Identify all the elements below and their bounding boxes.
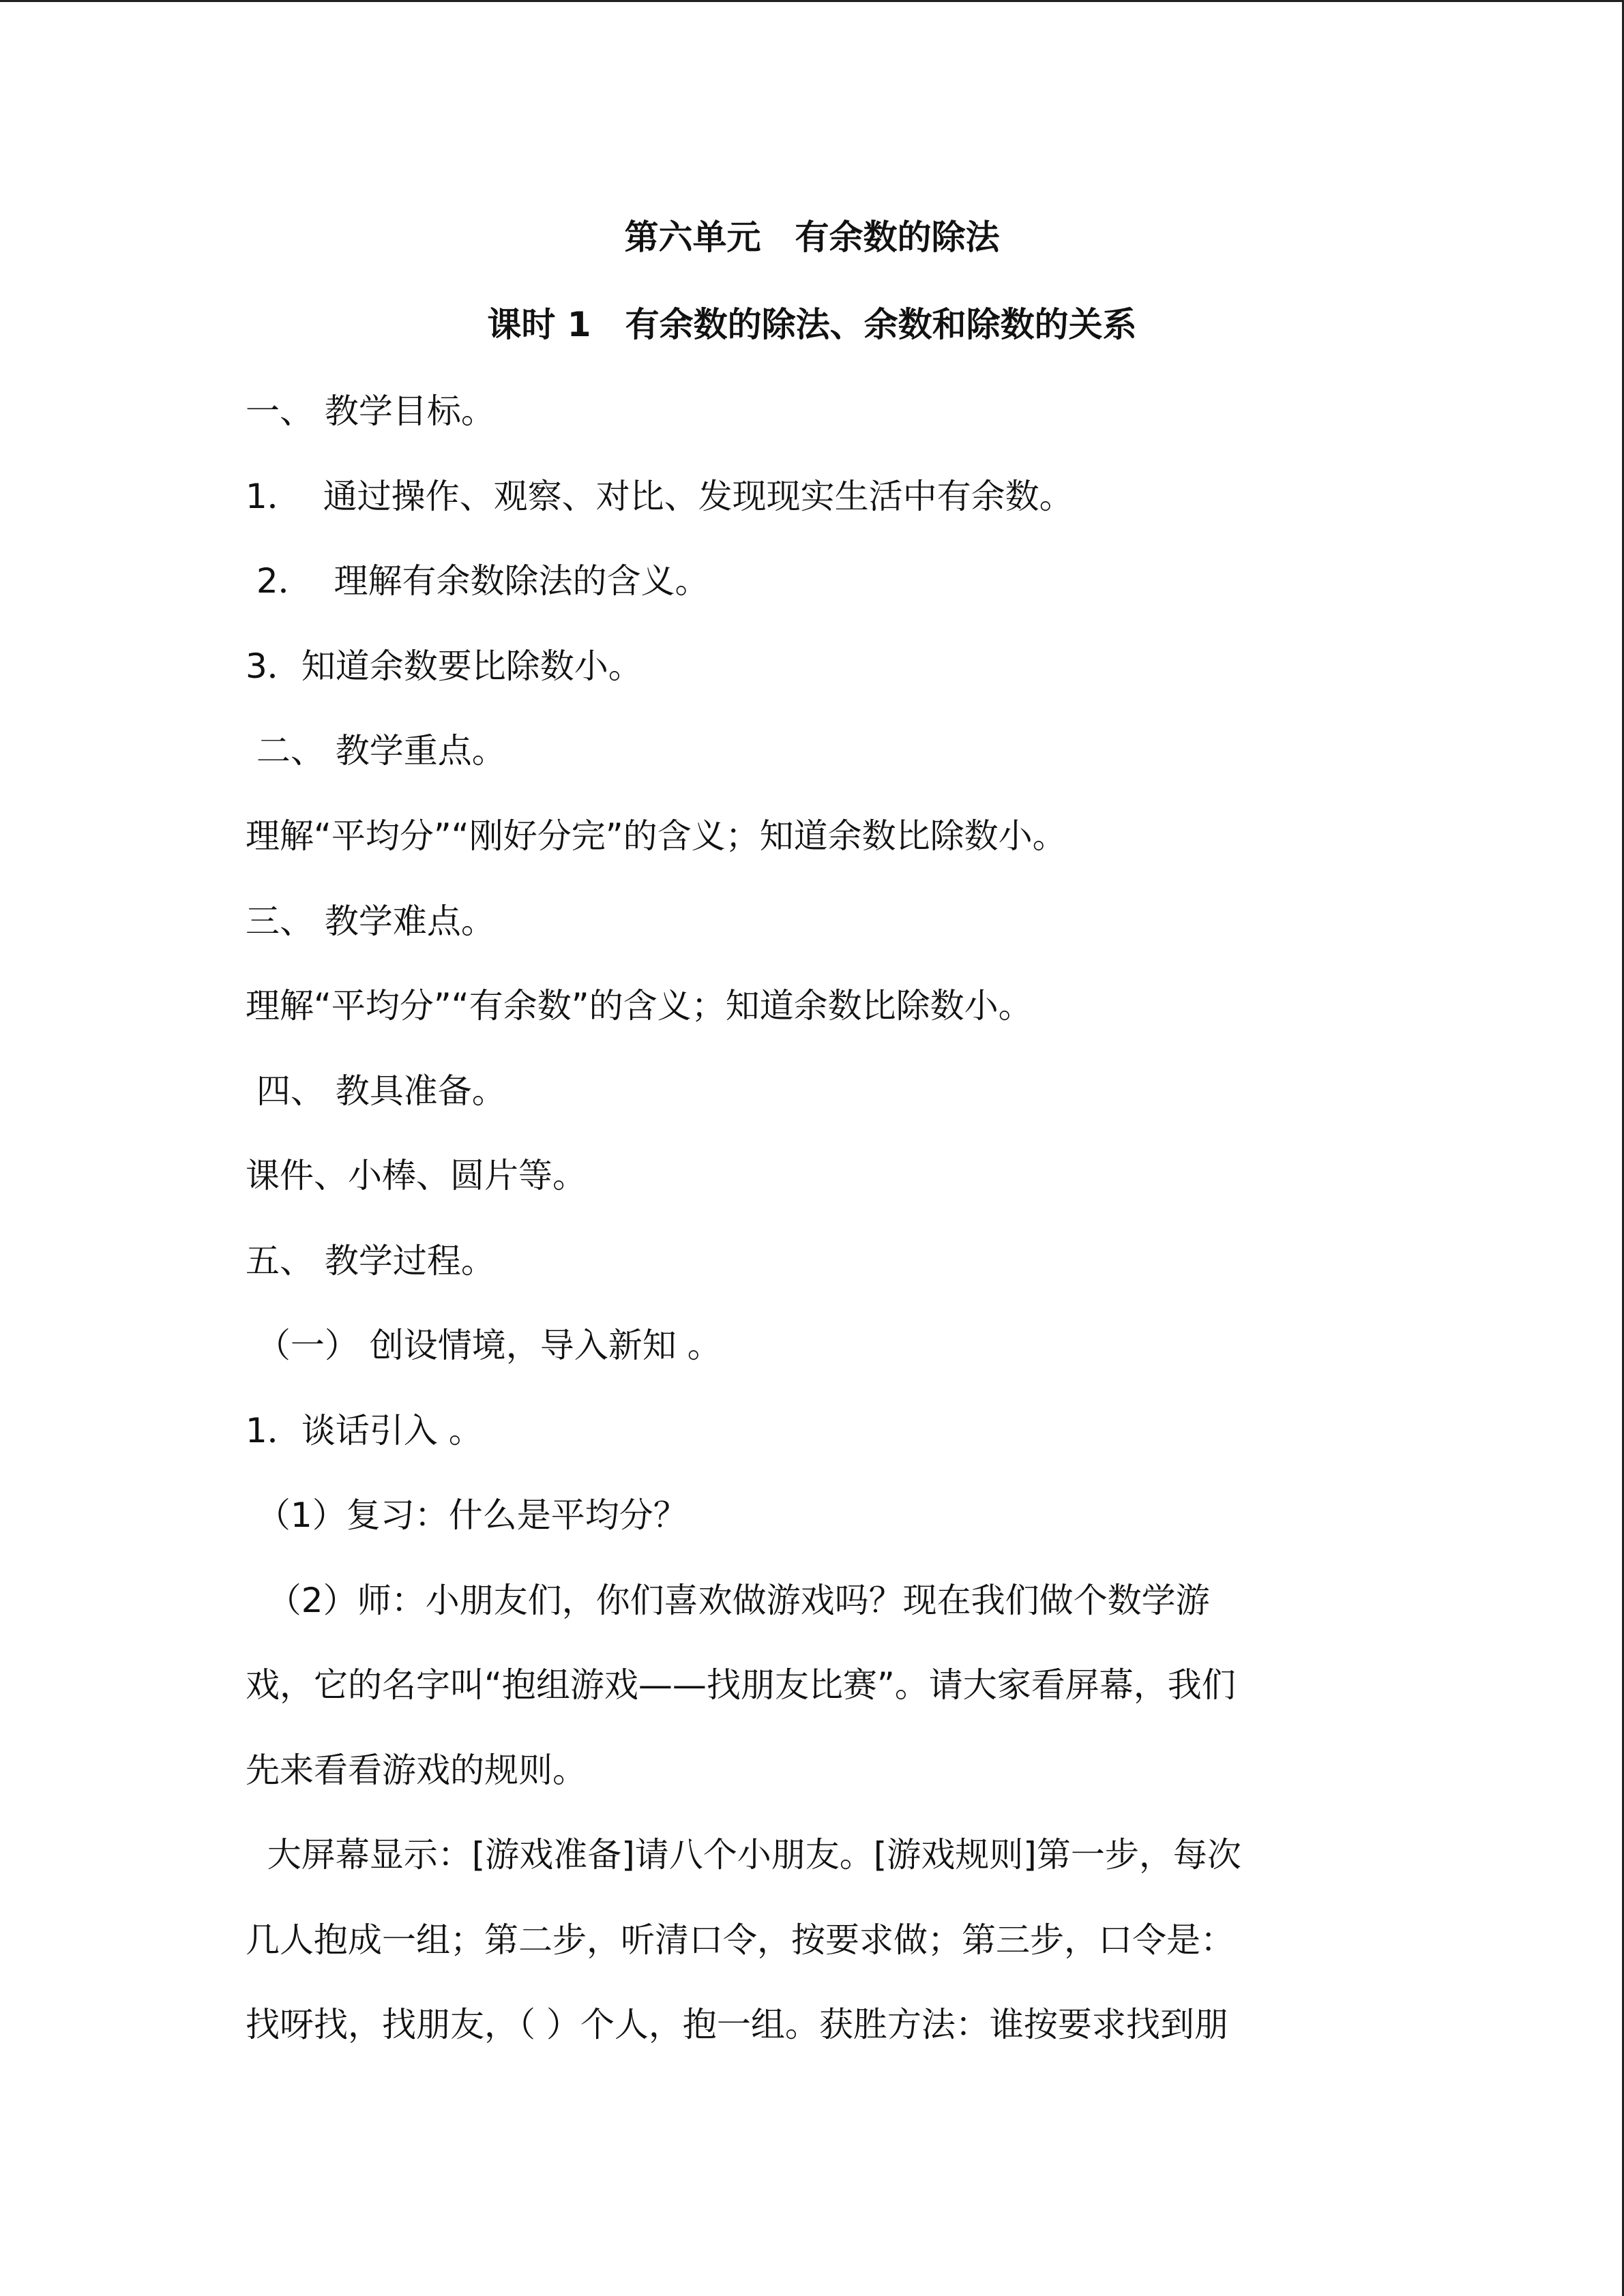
objective-item-2: 2． 理解有余数除法的含义。	[246, 561, 709, 601]
subsection-heading-intro: （一） 创设情境，导入新知 。	[246, 1326, 722, 1365]
objective-item-3: 3．知道余数要比除数小。	[246, 646, 643, 686]
paragraph-line: 大屏幕显示：[游戏准备]请八个小朋友。[游戏规则]第一步，每次	[246, 1835, 1241, 1875]
paragraph-line: 戏，它的名字叫“抱组游戏——找朋友比赛”。请大家看屏幕，我们	[246, 1665, 1236, 1705]
section-heading-materials: 四、 教具准备。	[246, 1071, 506, 1111]
difficulties-text: 理解“平均分”“有余数”的含义；知道余数比除数小。	[246, 986, 1033, 1026]
paragraph-line: （2）师：小朋友们，你们喜欢做游戏吗？现在我们做个数学游	[246, 1581, 1210, 1620]
review-line: （1）复习：什么是平均分？	[246, 1495, 688, 1535]
paragraph-line: 找呀找，找朋友，（ ）个人，抱一组。获胜方法：谁按要求找到朋	[246, 2005, 1228, 2044]
paragraph-line: 先来看看游戏的规则。	[246, 1750, 587, 1790]
section-heading-objectives: 一、 教学目标。	[246, 391, 495, 431]
objective-item-1: 1． 通过操作、观察、对比、发现现实生活中有余数。	[246, 477, 1074, 516]
paragraph-line: 几人抱成一组；第二步，听清口令，按要求做；第三步，口令是：	[246, 1920, 1235, 1960]
unit-title: 第六单元 有余数的除法	[624, 218, 1000, 257]
section-heading-difficulties: 三、 教学难点。	[246, 901, 495, 941]
materials-text: 课件、小棒、圆片等。	[246, 1156, 587, 1195]
section-heading-key-points: 二、 教学重点。	[246, 731, 506, 771]
step-heading-talk: 1．谈话引入 。	[246, 1411, 483, 1450]
lesson-title: 课时 1 有余数的除法、余数和除数的关系	[487, 305, 1137, 344]
key-points-text: 理解“平均分”“刚好分完”的含义；知道余数比除数小。	[246, 816, 1067, 856]
section-heading-process: 五、 教学过程。	[246, 1241, 495, 1281]
